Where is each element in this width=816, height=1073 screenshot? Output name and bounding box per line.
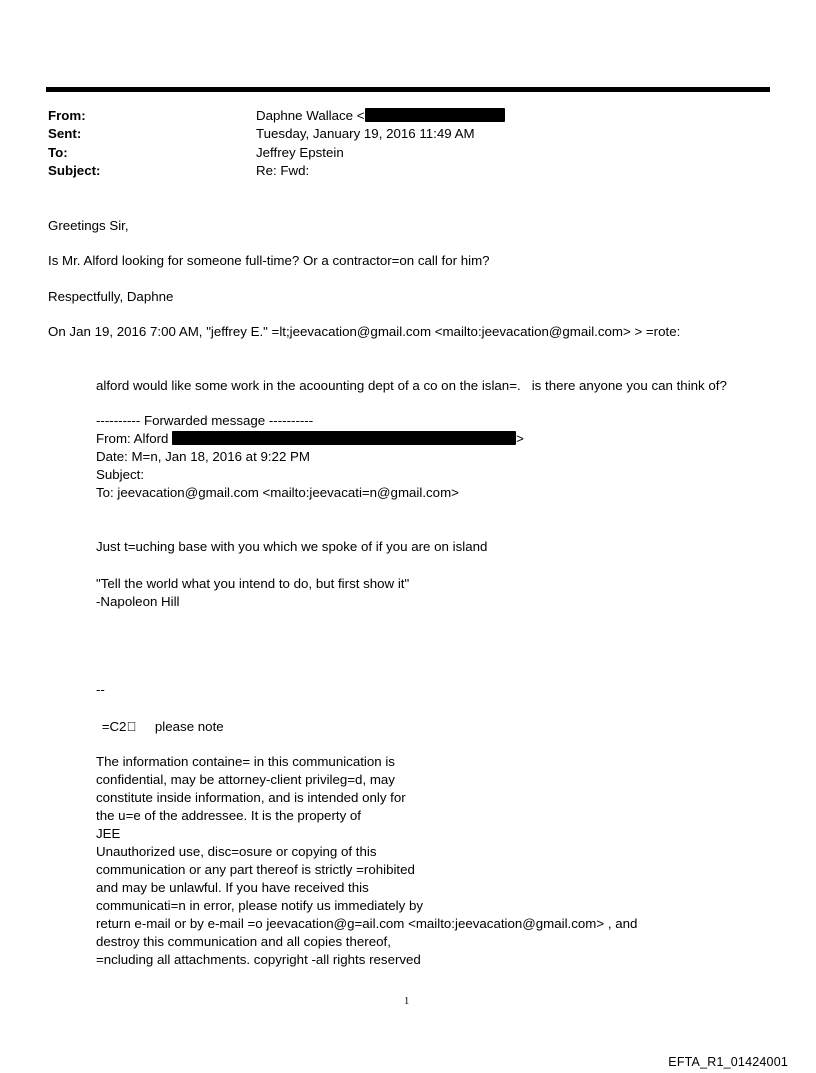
fwd-to: To: jeevacation@gmail.com <mailto:jeevacati=n@gmail.com>: [96, 485, 459, 500]
disclaimer-line: JEE: [96, 826, 121, 841]
disclaimer-line: the u=e of the addressee. It is the property of: [96, 808, 361, 823]
disclaimer-line: Unauthorized use, disc=osure or copying of this: [96, 844, 377, 859]
sent-value: Tuesday, January 19, 2016 11:49 AM: [256, 126, 475, 141]
from-label: From:: [48, 108, 86, 123]
disclaimer-line: and may be unlawful. If you have received this: [96, 880, 369, 895]
disclaimer-line: destroy this communication and all copies thereof,: [96, 934, 391, 949]
disclaimer-line: communicati=n in error, please notify us immediately by: [96, 898, 424, 913]
quote-text: "Tell the world what you intend to do, but first show it": [96, 576, 410, 591]
to-label: To:: [48, 145, 68, 160]
quote-author: -Napoleon Hill: [96, 594, 180, 609]
signature-dashes: --: [96, 682, 105, 697]
subject-value: Re: Fwd:: [256, 163, 310, 178]
sent-label: Sent:: [48, 126, 82, 141]
redaction-box: [365, 108, 505, 122]
from-value: [256, 108, 505, 123]
disclaimer-line: =ncluding all attachments. copyright -all rights reserved: [96, 952, 421, 967]
quoted-line: alford would like some work in the acoounting dept of a co on the islan=. is there anyone you can think of?: [96, 378, 727, 393]
note-text: =C2  please note: [98, 719, 224, 734]
fwd-from: [96, 431, 524, 446]
fwd-from-end: >: [516, 431, 524, 446]
touch-base-text: Just t=uching base with you which we spoke of if you are on island: [96, 539, 488, 554]
fwd-header: ---------- Forwarded message ----------: [96, 413, 314, 428]
fwd-from-label: From: Alford: [96, 431, 173, 446]
disclaimer-line: The information containe= in this communication is: [96, 754, 395, 769]
header-rule: [46, 87, 770, 92]
disclaimer-line: return e-mail or by e-mail =o jeevacation@g=ail.com <mailto:jeevacation@gmail.com> , and: [96, 916, 638, 931]
disclaimer-line: communication or any part thereof is strictly =rohibited: [96, 862, 415, 877]
disclaimer-line: constitute inside information, and is intended only for: [96, 790, 406, 805]
greeting-text: Greetings Sir,: [48, 218, 129, 233]
document-id: EFTA_R1_01424001: [668, 1055, 788, 1069]
subject-label: Subject:: [48, 163, 101, 178]
from-name: Daphne Wallace <: [256, 108, 365, 123]
redaction-box: [172, 431, 516, 445]
note-line: [98, 719, 224, 734]
page-number: 1: [404, 996, 410, 1007]
disclaimer-line: confidential, may be attorney-client privileg=d, may: [96, 772, 395, 787]
signoff-text: Respectfully, Daphne: [48, 289, 174, 304]
question-text: Is Mr. Alford looking for someone full-time? Or a contractor=on call for him?: [48, 253, 490, 268]
to-value: Jeffrey Epstein: [256, 145, 344, 160]
fwd-date: Date: M=n, Jan 18, 2016 at 9:22 PM: [96, 449, 310, 464]
quote-intro-text: On Jan 19, 2016 7:00 AM, "jeffrey E." =lt;jeevacation@gmail.com <mailto:jeevacation@gmail.com> > =rote:: [48, 324, 681, 339]
fwd-subject: Subject:: [96, 467, 145, 482]
